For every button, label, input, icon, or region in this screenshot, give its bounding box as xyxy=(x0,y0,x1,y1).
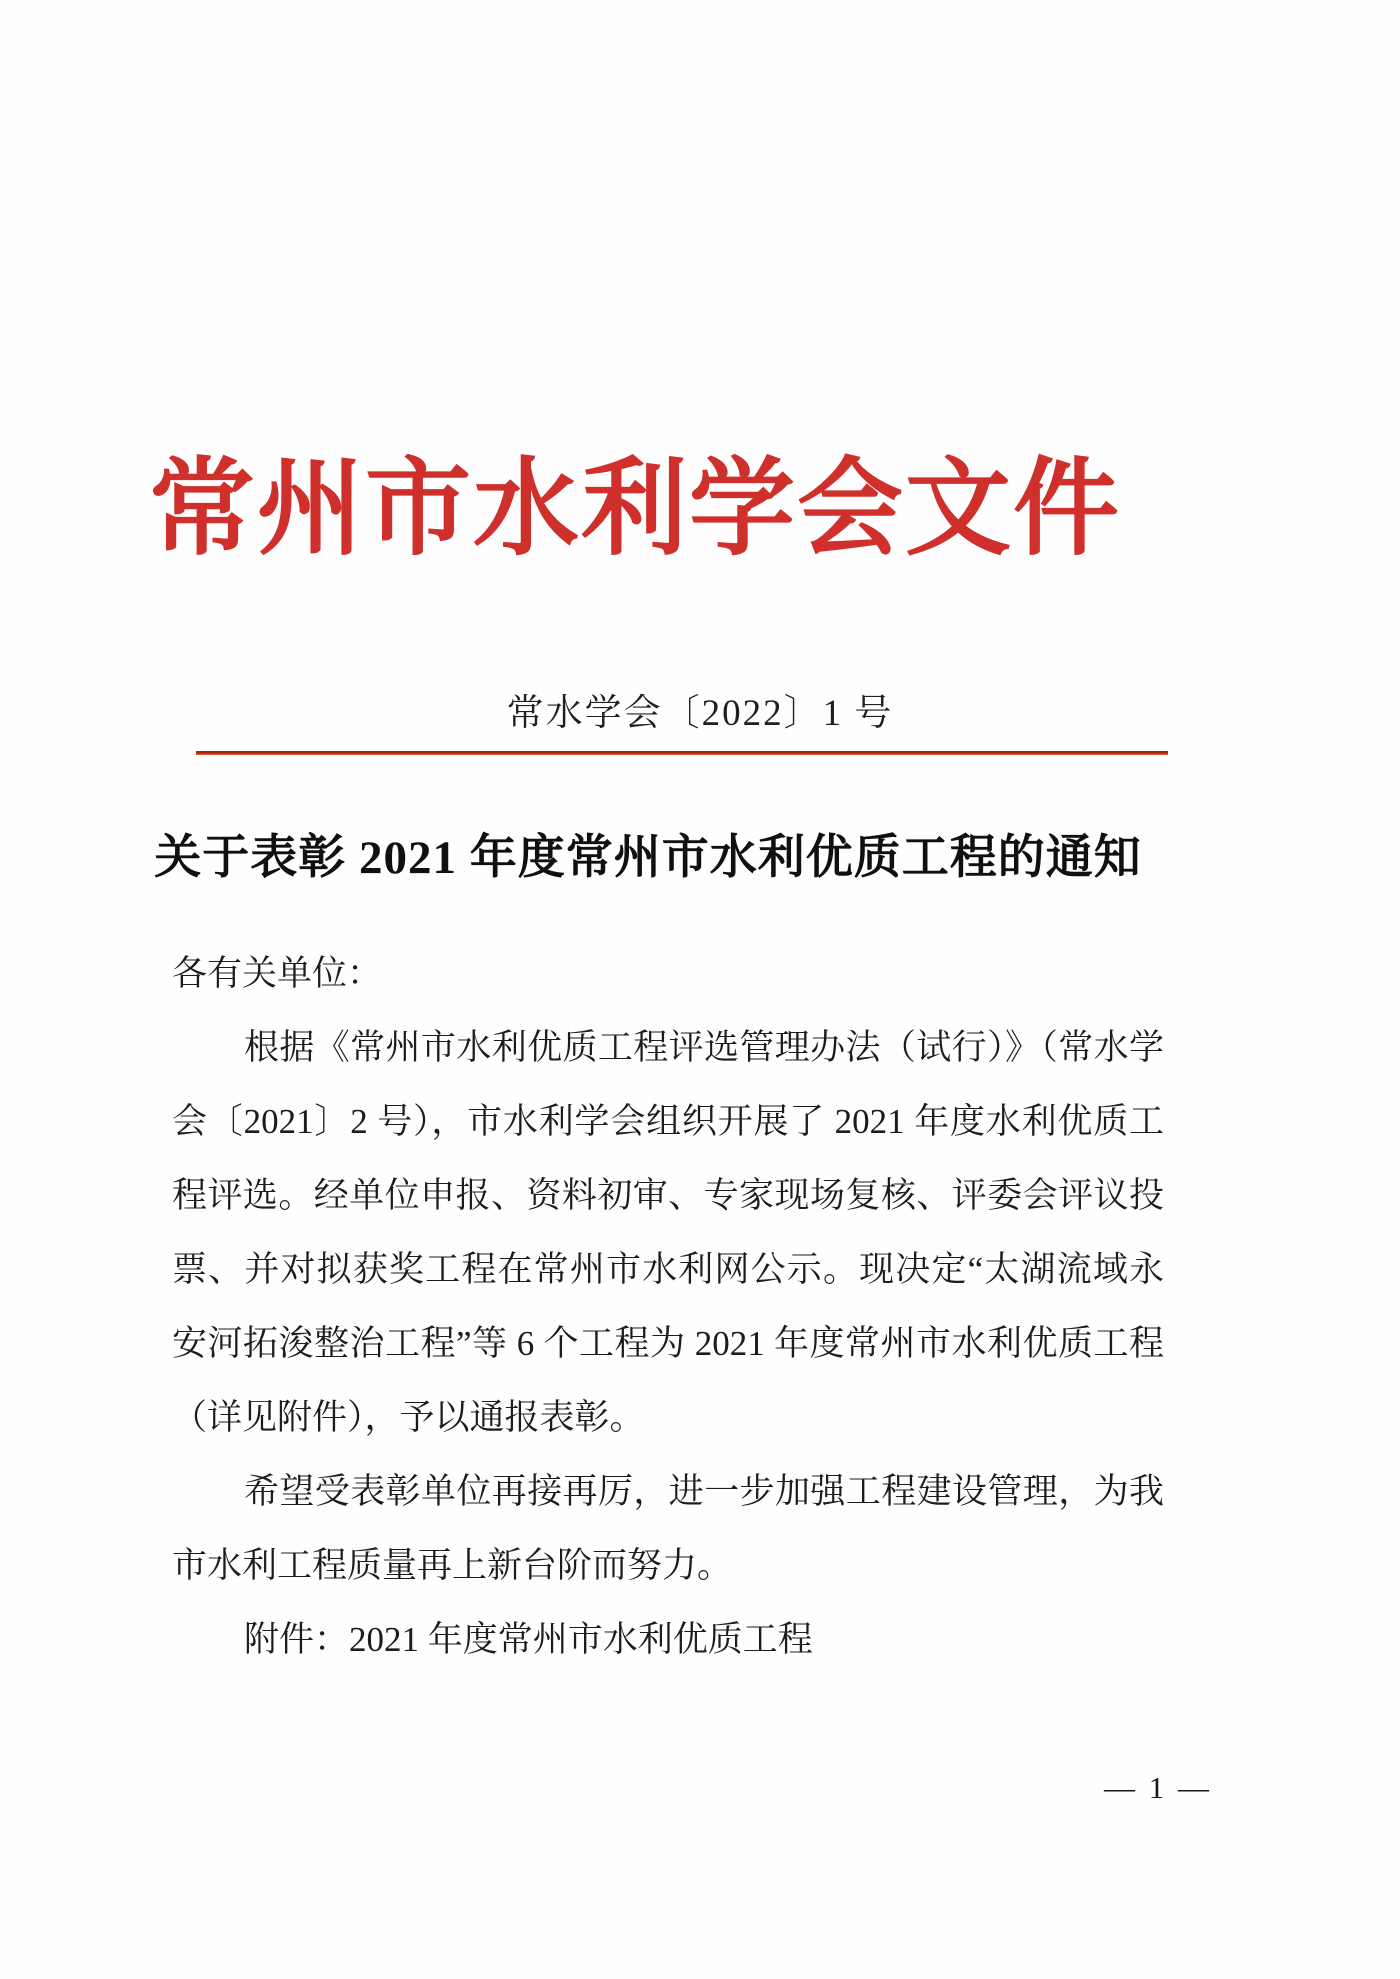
document-reference-number: 常水学会〔2022〕1 号 xyxy=(506,693,894,734)
salutation-line: 各有关单位： xyxy=(172,954,383,993)
notice-body xyxy=(172,937,1164,1677)
issuing-org-title: 常州市水利学会文件 xyxy=(149,451,1121,568)
page-number: — 1 — xyxy=(1104,1770,1212,1805)
red-divider-line xyxy=(196,751,1168,755)
attachment-line: 附件：2021 年度常州市水利优质工程 xyxy=(244,1620,813,1659)
notice-title: 关于表彰 2021 年度常州市水利优质工程的通知 xyxy=(154,832,1142,884)
body-paragraph-1: 根据《常州市水利优质工程评选管理办法（试行）》（常水学会〔2021〕2 号），市水利学会组织开展了 2021 年度水利优质工程评选。经单位申报、资料初审、专家现场复核、评委会评议投票、并对拟获奖工程在常州市水利网公示。现决定“太湖流域永安河拓浚整治工程”等 6 个工程为 2021 年度常州市水利优质工程（详见附件），予以通报表彰。 xyxy=(172,1028,1164,1437)
body-paragraph-2: 希望受表彰单位再接再厉，进一步加强工程建设管理，为我市水利工程质量再上新台阶而努力。 xyxy=(172,1472,1164,1585)
